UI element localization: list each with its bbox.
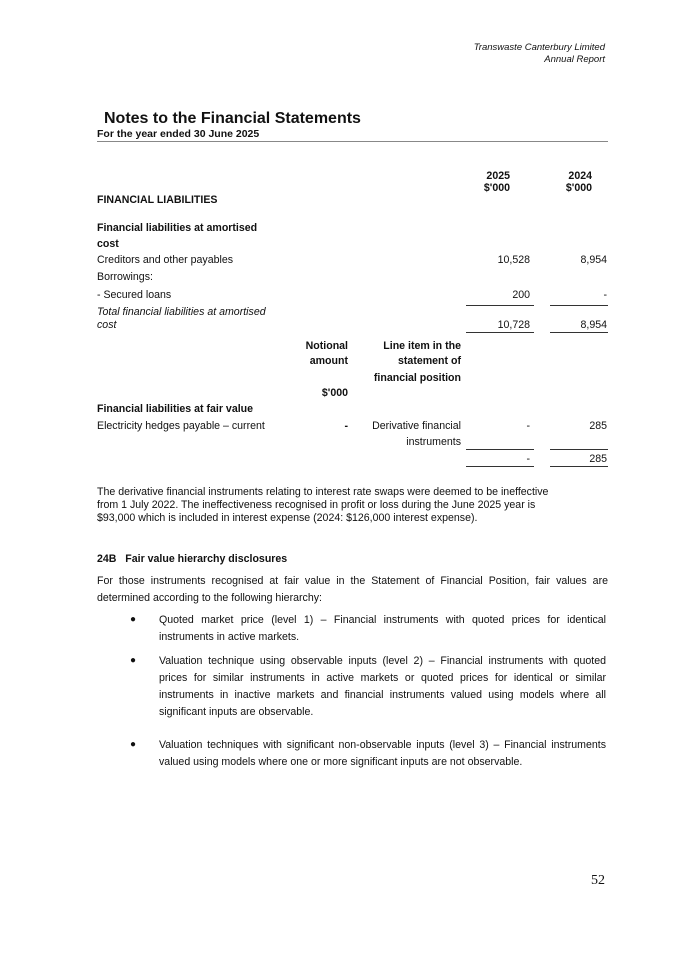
row-total-amortised-2025: 10,728 (497, 319, 530, 331)
row-creditors-label: Creditors and other payables (97, 254, 234, 266)
note-line-3: $93,000 which is included in interest expense (2024: $126,000 interest expense). (97, 512, 478, 524)
subtotal-rule-2025 (466, 305, 534, 306)
row-creditors-2025: 10,528 (497, 254, 530, 266)
total-rule-2024 (550, 332, 608, 333)
page-title: Notes to the Financial Statements (104, 110, 361, 127)
page-number: 52 (591, 873, 605, 888)
note-line-1: The derivative financial instruments relating to interest rate swaps were deemed to be ineffective (97, 486, 549, 498)
col-2025-year: 2025 (486, 170, 510, 182)
header-report: Annual Report (544, 54, 605, 65)
col-2025-unit: $'000 (483, 182, 510, 194)
borrowings-label: Borrowings: (97, 271, 153, 283)
subtotal-rule-2024 (550, 305, 608, 306)
lineitem-header-line3: financial position (373, 372, 461, 384)
bullet-icon: ● (130, 614, 137, 625)
notional-header-line1: Notional (305, 340, 348, 352)
fv-total-rule-2025 (466, 466, 534, 467)
row-total-amortised-label-line2: cost (97, 319, 117, 331)
header-company: Transwaste Canterbury Limited (473, 42, 605, 53)
row-fv-total-2025: - (526, 453, 530, 465)
lineitem-header-line2: statement of (398, 355, 461, 367)
section-24b-heading: 24B Fair value hierarchy disclosures (97, 553, 288, 565)
page-subtitle: For the year ended 30 June 2025 (97, 128, 260, 140)
amortised-heading-line1: Financial liabilities at amortised (97, 222, 258, 234)
notional-header-unit: $'000 (321, 387, 348, 399)
bullet-level-3: Valuation techniques with significant non-observable inputs (level 3) – Financial instruments valued using models where one or more significant inputs are not observable. (159, 739, 606, 768)
col-2024-unit: $'000 (565, 182, 592, 194)
row-electricity-2025: - (526, 420, 530, 432)
section-heading-financial-liabilities: FINANCIAL LIABILITIES (97, 194, 218, 206)
row-creditors-2024: 8,954 (580, 254, 607, 266)
amortised-heading-line2: cost (97, 238, 119, 250)
row-electricity-notional: - (344, 420, 348, 432)
row-secured-label: - Secured loans (97, 289, 172, 301)
total-rule-2025 (466, 332, 534, 333)
row-secured-2024: - (603, 289, 607, 301)
row-electricity-lineitem-line2: instruments (406, 436, 461, 448)
row-electricity-2024: 285 (589, 420, 607, 432)
note-paragraph (97, 486, 608, 525)
lineitem-header-line1: Line item in the (383, 340, 461, 352)
section-24b-intro: For those instruments recognised at fair value in the Statement of Financial Position, fair values are determined according to the following hierarchy: (97, 575, 608, 604)
bullet-icon: ● (130, 739, 137, 750)
row-fv-total-2024: 285 (589, 453, 607, 465)
col-2024-year: 2024 (568, 170, 592, 182)
title-divider (97, 141, 608, 142)
fv-total-rule-2024 (550, 466, 608, 467)
fv-subtotal-rule-2025 (466, 449, 534, 450)
bullet-level-2: Valuation technique using observable inputs (level 2) – Financial instruments with quoted prices for similar instruments in active markets or quoted prices for identical or similar instruments in inactive markets and financial instruments valued using models where all significant inputs are observable. (159, 655, 606, 718)
row-electricity-label: Electricity hedges payable – current (97, 420, 265, 432)
fv-subtotal-rule-2024 (550, 449, 608, 450)
row-secured-2025: 200 (512, 289, 530, 301)
notional-header-line2: amount (309, 355, 348, 367)
bullet-level-1: Quoted market price (level 1) – Financial instruments with quoted prices for identical instruments in active markets. (159, 614, 606, 643)
row-total-amortised-label-line1: Total financial liabilities at amortised (97, 306, 266, 318)
row-total-amortised-2024: 8,954 (580, 319, 607, 331)
row-electricity-lineitem-line1: Derivative financial (372, 420, 461, 432)
note-line-2: from 1 July 2022. The ineffectiveness recognised in profit or loss during the June 2025 year is (97, 499, 536, 511)
bullet-icon: ● (130, 655, 137, 666)
fair-value-heading: Financial liabilities at fair value (97, 403, 254, 415)
